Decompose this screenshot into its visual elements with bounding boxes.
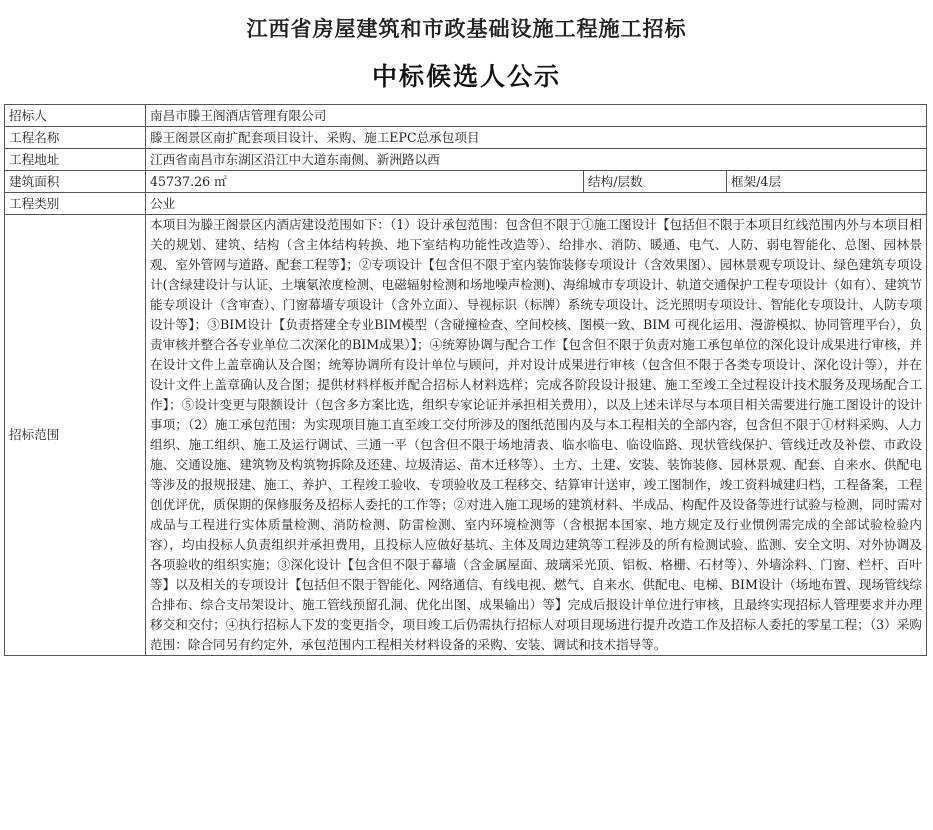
tender-scope-value: 本项目为滕王阁景区内酒店建设范围如下：（1）设计承包范围：包含但不限于①施工图设计【包括但不限于本项目红线范围内外与本项目相关的规划、建筑、结构（含主体结构转换、地下室结构功能性改造等）、给排水、消防、暖通、电气、人防、弱电智能化、总图、园林景观、室外管网与道路、配套工程等】；②专项设计【包含但不限于室内装饰装修专项设计（含效果图）、园林景观专项设计、绿色建筑专项设计(含绿建设计与认证、土壤氡浓度检测、电磁辐射检测和场地噪声检测)、海绵城市专项设计、轨道交通保护工程专项设计（如有）、建筑节能专项设计（含审查）、门窗幕墙专项设计（含外立面）、导视标识（标牌）系统专项设计、泛光照明专项设计、智能化专项设计、人防专项设计等】；③BIM设计【负责搭建全专业BIM模型（含碰撞检查、空间校核、图模一致、BIM 可视化运用、漫游模拟、协同管理平台），负责审核并整合各专业单位二次深化的BIM成果）】；④统筹协调与配合工作【包含但不限于负责对施工承包单位的深化设计成果进行审核，并在设计文件上盖章确认及合图；统筹协调所有设计单位与顾问，并对设计成果进行审核（包含但不限于各类专项设计、深化设计等），并在设计文件上盖章确认及合图；提供材料样板并配合招标人材料选样；完成各阶段设计报建、施工至竣工全过程设计技术服务及现场配合工作】；⑤设计变更与限额设计（包含多方案比选，组织专家论证并承担相关费用），以及上述未详尽与本项目相关需要进行施工图设计的设计事项；（2）施工承包范围：为实现项目施工直至竣工交付所涉及的图纸范围内及与本工程相关的全部内容，包含但不限于①材料采购、人力组织、施工组织、施工及运行调试、三通一平（包含但不限于场地清表、临水临电、临设临路、现状管线保护、管线迁改及补偿、市政设施、交通设施、建筑物及构筑物拆除及还建、垃圾清运、苗木迁移等）、土方、土建、安装、装饰装修、园林景观、配套、自来水、供配电等涉及的报规报建、施工、养护、工程竣工验收、专项验收及工程移交、结算审计送审，竣工图制作，竣工资料城建归档，工程备案，工程创优评优，质保期的保修服务及招标人委托的工作等；②对进入施工现场的建筑材料、半成品、构配件及设备等进行试验与检测，同时需对成品与工程进行实体质量检测、消防检测、防雷检测、室内环境检测等（含根据本国家、地方规定及行业惯例需完成的全部试验检验内容），均由投标人负责组织并承担费用，且投标人应做好基坑、主体及周边建筑等工程涉及的所有检测试验、监测、安全文明、对外协调及各项验收的组织实施；③深化设计【包含但不限于幕墙（含金属屋面、玻璃采光顶、铝板、格栅、石材等）、外墙涂料、门窗、栏杆、百叶等】以及相关的专项设计【包括但不限于智能化、网络通信、有线电视、燃气、自来水、供配电、电梯、BIM设计（场地布置、现场管线综合排布、综合支吊架设计、施工管线预留孔洞、优化出图、成果输出）等】完成后报设计单位进行审核，且最终实现招标人管理要求并办理移交和交付；④执行招标人下发的变更指令，项目竣工后仍需执行招标人对项目现场进行提升改造工作及招标人委托的零星工程；（3）采购范围：除合同另有约定外，承包范围内工程相关材料设备的采购、安装、调试和技术指导等。	[146, 215, 927, 656]
tender-scope-label: 招标范围	[5, 215, 146, 656]
table-row	[5, 215, 927, 656]
table-row	[5, 105, 927, 127]
building-area-value: 45737.26 ㎡	[146, 171, 584, 193]
tenderer-value: 南昌市滕王阁酒店管理有限公司	[146, 105, 927, 127]
document-title: 江西省房屋建筑和市政基础设施工程施工招标	[246, 16, 687, 41]
project-category-label: 工程类别	[5, 193, 146, 215]
project-name-value: 滕王阁景区南扩配套项目设计、采购、施工EPC总承包项目	[146, 127, 927, 149]
project-address-value: 江西省南昌市东湖区沿江中大道东南侧、新洲路以西	[146, 149, 927, 171]
table-row	[5, 171, 927, 193]
project-category-value: 公业	[146, 193, 927, 215]
structure-value: 框架/4层	[727, 171, 927, 193]
announcement-table	[4, 104, 927, 656]
project-address-label: 工程地址	[5, 149, 146, 171]
table-row	[5, 193, 927, 215]
project-name-label: 工程名称	[5, 127, 146, 149]
document-header	[0, 0, 933, 104]
tenderer-label: 招标人	[5, 105, 146, 127]
document-subtitle: 中标候选人公示	[371, 62, 561, 91]
building-area-label: 建筑面积	[5, 171, 146, 193]
table-row	[5, 149, 927, 171]
table-row	[5, 127, 927, 149]
structure-label: 结构/层数	[584, 171, 727, 193]
